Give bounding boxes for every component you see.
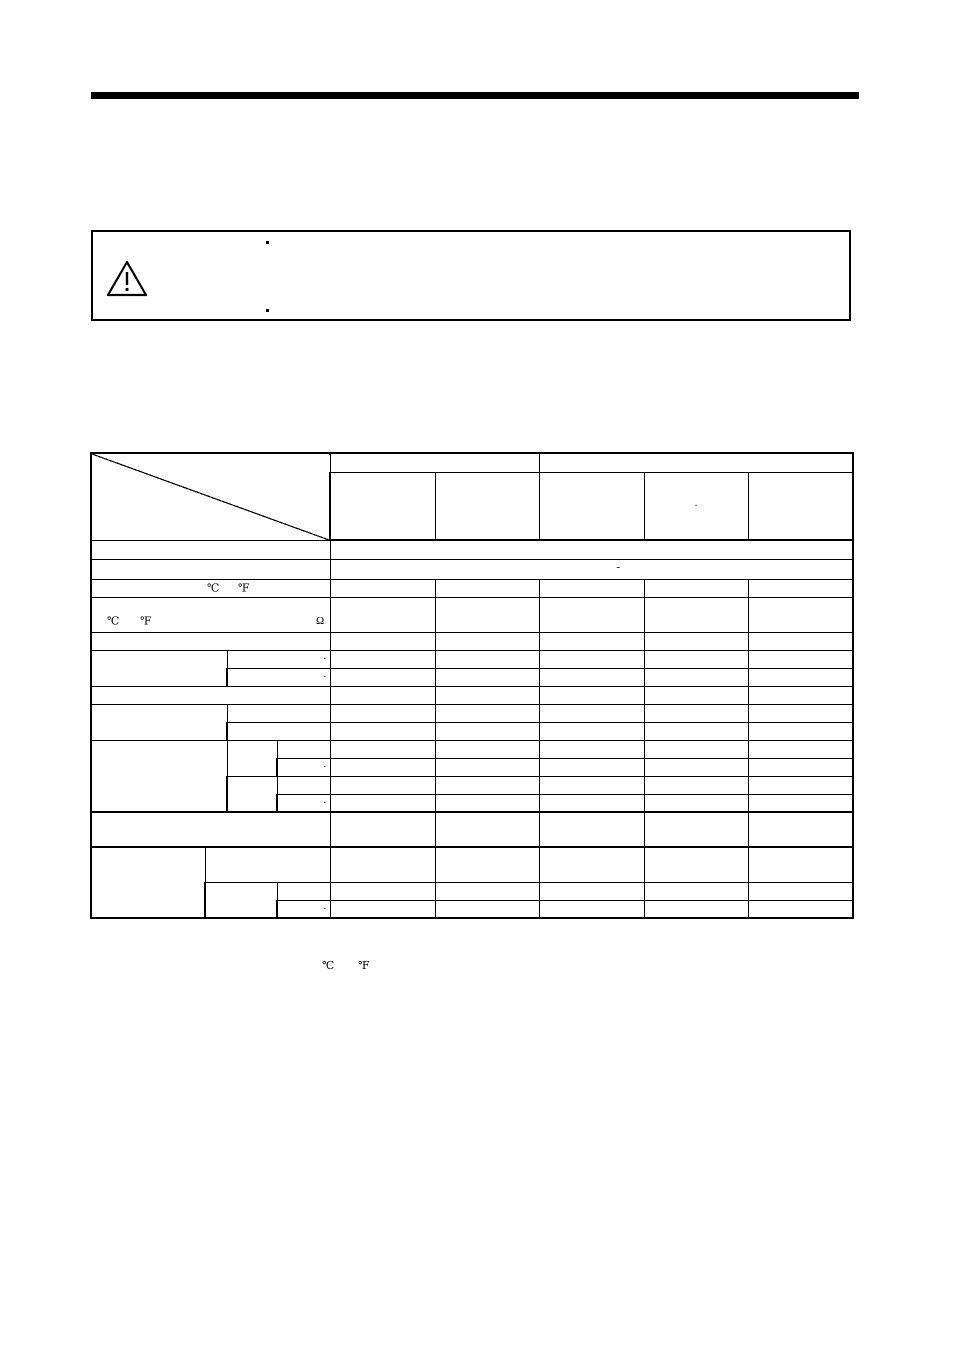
table-cell (330, 740, 435, 758)
table-cell (539, 758, 644, 776)
table-cell (91, 812, 330, 847)
table-cell (277, 882, 330, 900)
table-cell (644, 776, 748, 794)
table-cell (539, 900, 644, 918)
table-header-cell (435, 472, 539, 540)
table-cell (330, 758, 435, 776)
table-cell (748, 668, 853, 686)
table-cell (748, 900, 853, 918)
table-cell (277, 758, 330, 776)
table-cell (435, 794, 539, 812)
dot-symbol: · (323, 762, 327, 773)
table-cell (644, 900, 748, 918)
table-cell (330, 650, 435, 668)
table-cell (330, 632, 435, 650)
table-cell (227, 776, 277, 812)
table-cell (539, 776, 644, 794)
table-cell (748, 579, 853, 597)
table-cell (91, 540, 330, 559)
table-cell (435, 758, 539, 776)
table-cell (277, 794, 330, 812)
table-cell (205, 882, 277, 918)
table-cell (748, 632, 853, 650)
table-cell (748, 740, 853, 758)
table-cell (539, 668, 644, 686)
table-cell (227, 704, 330, 722)
table-cell (539, 686, 644, 704)
table-cell (91, 650, 227, 686)
table-cell (644, 704, 748, 722)
table-row (91, 650, 853, 668)
table-cell (644, 668, 748, 686)
table-header-cell (748, 472, 853, 540)
table-cell (644, 794, 748, 812)
table-cell (330, 722, 435, 740)
table-header-cell (330, 472, 435, 540)
caution-bullet (266, 309, 269, 312)
table-cell (539, 597, 644, 632)
table-cell (435, 776, 539, 794)
table-cell (748, 882, 853, 900)
header-rule (91, 92, 859, 99)
table-cell (435, 632, 539, 650)
table-cell (277, 740, 330, 758)
table-cell (435, 882, 539, 900)
table-row (91, 540, 853, 559)
table-cell (330, 668, 435, 686)
table-cell (91, 740, 227, 812)
dot-symbol: · (323, 654, 327, 665)
table-cell (644, 758, 748, 776)
table-cell (539, 632, 644, 650)
table-cell (539, 740, 644, 758)
table-row (91, 686, 853, 704)
table-cell (330, 847, 435, 882)
dot-symbol: · (323, 672, 327, 683)
table-cell (227, 668, 330, 686)
table-cell (91, 632, 330, 650)
table-cell (330, 579, 435, 597)
table-cell (91, 704, 227, 740)
table-cell (277, 900, 330, 918)
table-cell (644, 632, 748, 650)
table-cell (748, 776, 853, 794)
table-cell (644, 847, 748, 882)
specification-table (90, 452, 854, 919)
table-cell (644, 882, 748, 900)
table-cell (644, 722, 748, 740)
table-header-row (91, 453, 853, 472)
table-cell (435, 650, 539, 668)
table-cell (644, 686, 748, 704)
table-cell (91, 847, 205, 918)
celsius-symbol: ℃ (107, 615, 120, 628)
dot-symbol: · (323, 797, 327, 809)
table-row (91, 740, 853, 758)
table-row (91, 559, 853, 579)
table-cell (330, 559, 853, 579)
caution-bullet (266, 241, 269, 244)
footnote-celsius-symbol: ℃ (322, 960, 335, 972)
table-cell (435, 597, 539, 632)
table-cell (644, 650, 748, 668)
table-row (91, 704, 853, 722)
table-row (91, 632, 853, 650)
fahrenheit-symbol: ℉ (238, 582, 250, 595)
table-cell (748, 722, 853, 740)
table-cell (435, 740, 539, 758)
table-cell (748, 812, 853, 847)
table-cell (330, 794, 435, 812)
table-cell (330, 882, 435, 900)
table-cell (748, 650, 853, 668)
table-cell (748, 597, 853, 632)
table-cell (435, 900, 539, 918)
table-cell (539, 882, 644, 900)
dash-symbol: - (616, 561, 621, 573)
warning-triangle-icon (106, 260, 148, 297)
table-cell (330, 812, 435, 847)
table-cell (539, 794, 644, 812)
table-row (91, 579, 853, 597)
table-cell (435, 686, 539, 704)
table-header-cell (539, 472, 644, 540)
table-cell (330, 704, 435, 722)
table-cell (91, 559, 330, 579)
table-cell (539, 650, 644, 668)
ohm-symbol: Ω (316, 615, 325, 628)
table-cell (644, 812, 748, 847)
table-header-diagonal-cell (91, 453, 330, 540)
table-cell (91, 686, 330, 704)
table-cell (644, 740, 748, 758)
table-cell (330, 540, 853, 559)
table-cell (435, 668, 539, 686)
table-row (91, 882, 853, 900)
table-cell (644, 597, 748, 632)
table-header-group-cell (539, 453, 853, 472)
table-cell (748, 704, 853, 722)
table-cell (435, 704, 539, 722)
table-cell (91, 579, 330, 597)
table-cell (539, 704, 644, 722)
table-cell (748, 758, 853, 776)
footnote-fahrenheit-symbol: ℉ (358, 960, 370, 972)
table-cell (748, 686, 853, 704)
table-row (91, 597, 853, 632)
table-cell (91, 597, 330, 632)
table-cell (205, 847, 330, 882)
table-cell (748, 847, 853, 882)
table-cell (748, 794, 853, 812)
table-cell (227, 740, 277, 776)
table-cell (539, 722, 644, 740)
dot-symbol: · (694, 500, 698, 512)
table-cell (539, 579, 644, 597)
table-cell (539, 847, 644, 882)
table-header-cell (644, 472, 748, 540)
table-cell (435, 812, 539, 847)
table-row (91, 847, 853, 882)
table-row (91, 812, 853, 847)
table-cell (435, 722, 539, 740)
table-cell (435, 847, 539, 882)
table-cell (644, 579, 748, 597)
table-cell (330, 776, 435, 794)
celsius-symbol: ℃ (207, 582, 220, 595)
table-cell (330, 686, 435, 704)
table-cell (330, 900, 435, 918)
fahrenheit-symbol: ℉ (140, 615, 152, 628)
table-cell (227, 650, 330, 668)
table-cell (227, 722, 330, 740)
dot-symbol: · (323, 903, 327, 915)
table-cell (539, 812, 644, 847)
table-cell (330, 597, 435, 632)
table-cell (435, 579, 539, 597)
table-header-group-cell (330, 453, 539, 472)
table-cell (277, 776, 330, 794)
caution-box (91, 230, 851, 321)
